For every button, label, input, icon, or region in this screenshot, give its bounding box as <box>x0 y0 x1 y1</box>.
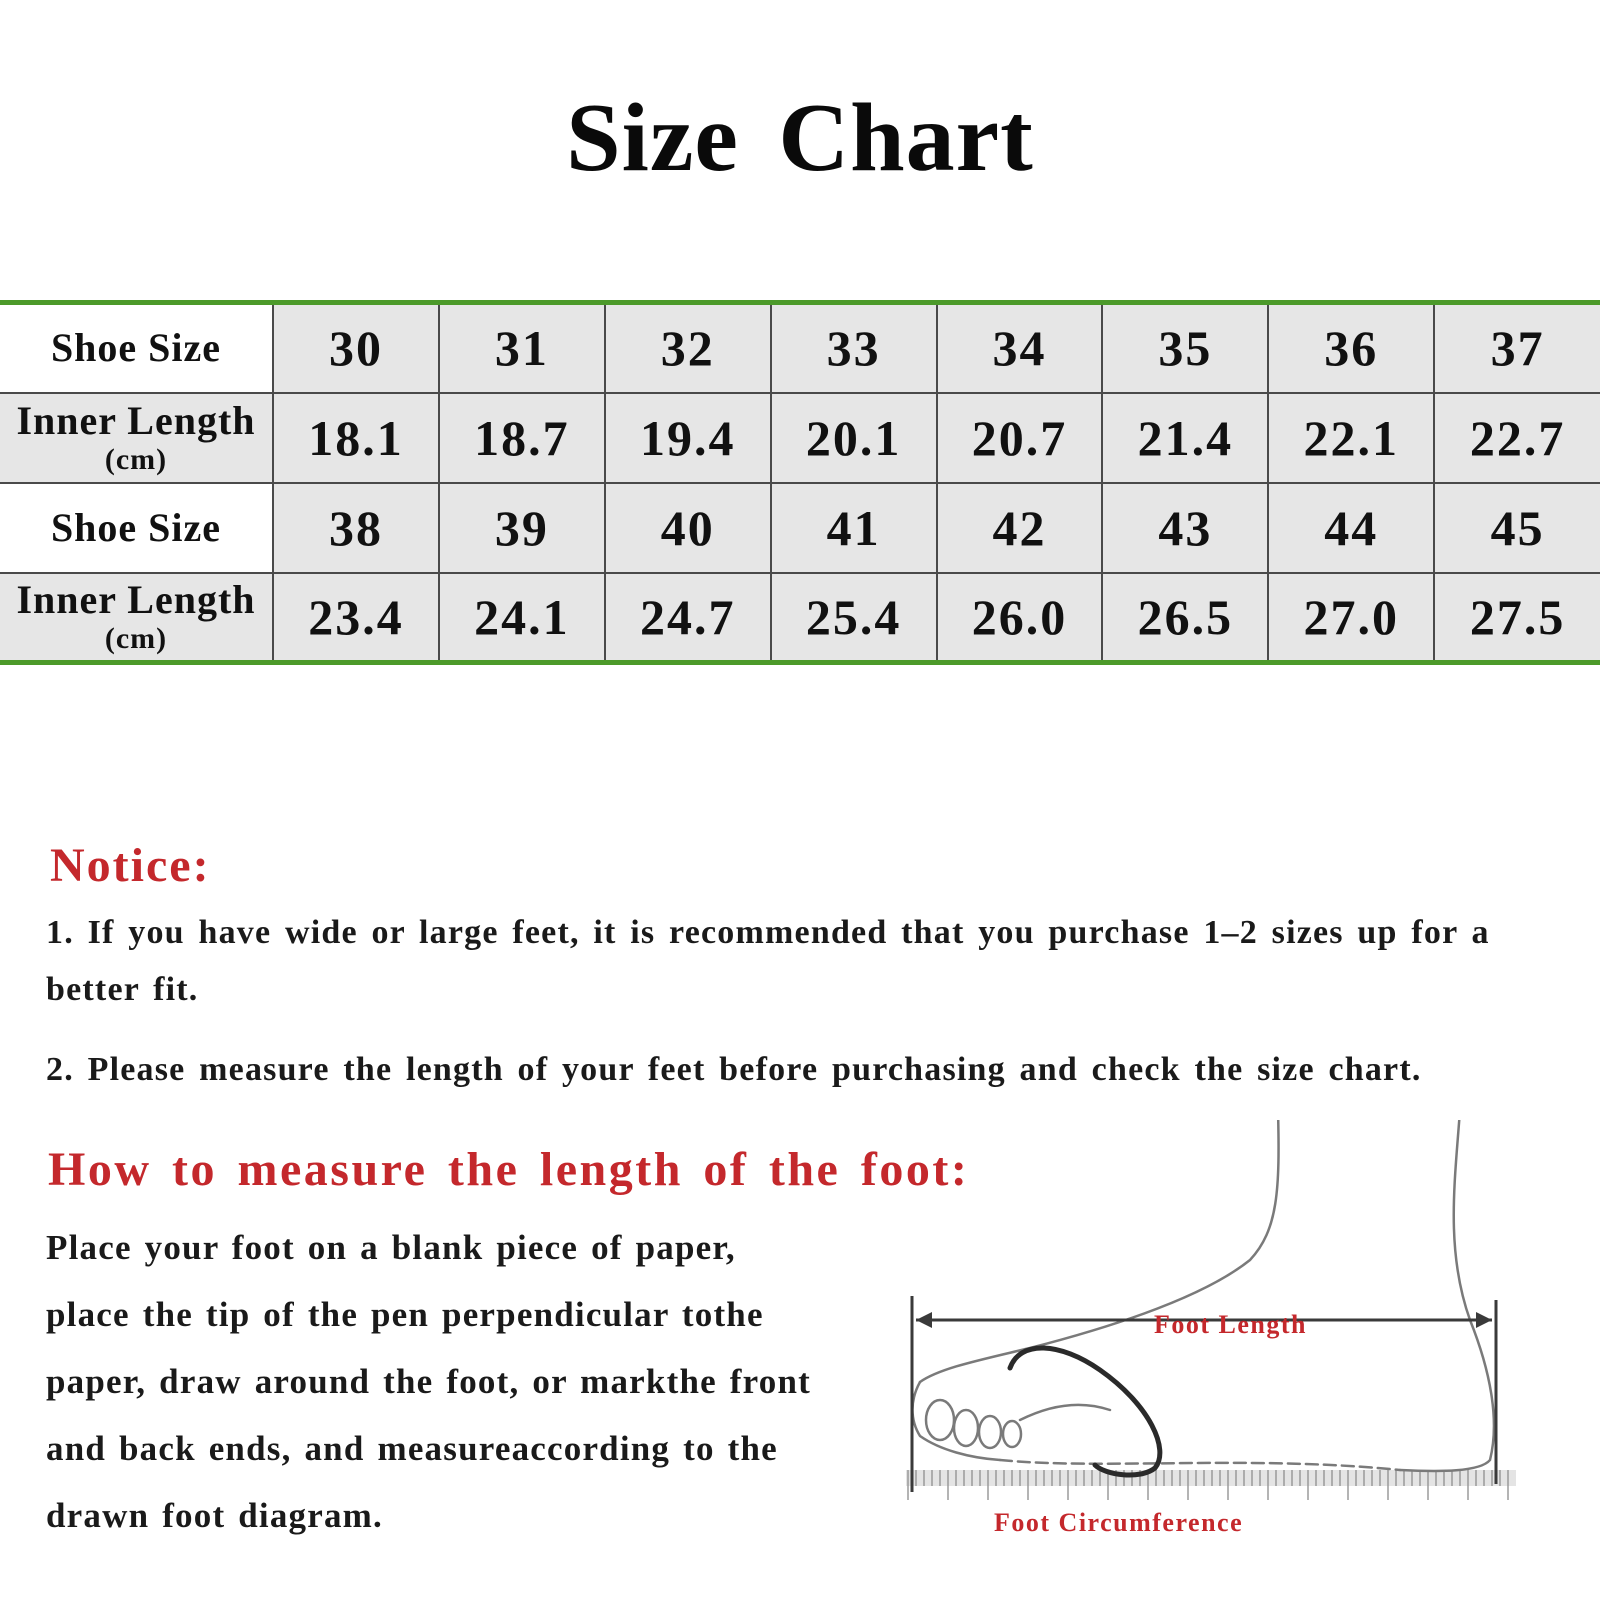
table-cell: 20.1 <box>771 393 937 483</box>
table-cell: 37 <box>1434 303 1600 393</box>
instruction-line: Place your foot on a blank piece of paper, <box>46 1228 736 1267</box>
table-row <box>0 483 1600 573</box>
table-cell: 40 <box>605 483 771 573</box>
measure-heading: How to measure the length of the foot: <box>48 1143 970 1196</box>
table-cell: 27.0 <box>1268 573 1434 663</box>
foot-illustration <box>900 1120 1550 1560</box>
foot-measurement-diagram <box>900 1120 1550 1560</box>
measure-instructions <box>46 1214 886 1549</box>
table-cell: 43 <box>1102 483 1268 573</box>
table-cell: 24.7 <box>605 573 771 663</box>
table-row <box>0 393 1600 483</box>
table-cell: 38 <box>273 483 439 573</box>
instruction-line: and back ends, and measureaccording to the <box>46 1429 778 1468</box>
table-cell: 33 <box>771 303 937 393</box>
table-cell: 31 <box>439 303 605 393</box>
instruction-line: paper, draw around the foot, or markthe front <box>46 1362 811 1401</box>
table-cell: 24.1 <box>439 573 605 663</box>
row-label-text: Inner Length <box>16 576 256 622</box>
table-cell: 41 <box>771 483 937 573</box>
table-row <box>0 303 1600 393</box>
row-label-text: Shoe Size <box>50 504 222 550</box>
table-cell: 22.1 <box>1268 393 1434 483</box>
table-cell: 32 <box>605 303 771 393</box>
table-cell: 30 <box>273 303 439 393</box>
table-row <box>0 573 1600 663</box>
table-cell: 19.4 <box>605 393 771 483</box>
size-chart-table <box>0 300 1600 665</box>
row-label <box>0 393 273 483</box>
table-cell: 20.7 <box>937 393 1103 483</box>
table-cell: 42 <box>937 483 1103 573</box>
table-cell: 26.5 <box>1102 573 1268 663</box>
row-label <box>0 573 273 663</box>
table-cell: 18.1 <box>273 393 439 483</box>
table-cell: 21.4 <box>1102 393 1268 483</box>
foot-length-label: Foot Length <box>1154 1310 1307 1339</box>
row-label-unit: (cm) <box>104 621 168 655</box>
foot-circumference-loop <box>1010 1348 1160 1475</box>
instruction-line: place the tip of the pen perpendicular tothe <box>46 1295 764 1334</box>
notice-item-1: 1. If you have wide or large feet, it is recommended that you purchase 1–2 sizes up for a better fit. <box>46 914 1490 1008</box>
table-cell: 25.4 <box>771 573 937 663</box>
table-cell: 45 <box>1434 483 1600 573</box>
table-cell: 26.0 <box>937 573 1103 663</box>
table-cell: 18.7 <box>439 393 605 483</box>
table-cell: 39 <box>439 483 605 573</box>
notice-heading: Notice: <box>50 839 211 892</box>
table-cell: 23.4 <box>273 573 439 663</box>
table-cell: 35 <box>1102 303 1268 393</box>
row-label-text: Shoe Size <box>50 325 222 371</box>
table-cell: 22.7 <box>1434 393 1600 483</box>
foot-circumference-label: Foot Circumference <box>994 1508 1244 1537</box>
ruler <box>906 1470 1516 1500</box>
row-label-text: Inner Length <box>16 397 256 443</box>
table-cell: 36 <box>1268 303 1434 393</box>
page-title: Size Chart <box>566 84 1034 192</box>
table-cell: 27.5 <box>1434 573 1600 663</box>
table-cell: 34 <box>937 303 1103 393</box>
row-label <box>0 303 273 393</box>
notice-item-2: 2. Please measure the length of your feet before purchasing and check the size chart. <box>46 1051 1422 1088</box>
foot-outline <box>913 1120 1494 1471</box>
row-label <box>0 483 273 573</box>
table-cell: 44 <box>1268 483 1434 573</box>
row-label-unit: (cm) <box>104 442 168 476</box>
instruction-line: drawn foot diagram. <box>46 1496 383 1535</box>
